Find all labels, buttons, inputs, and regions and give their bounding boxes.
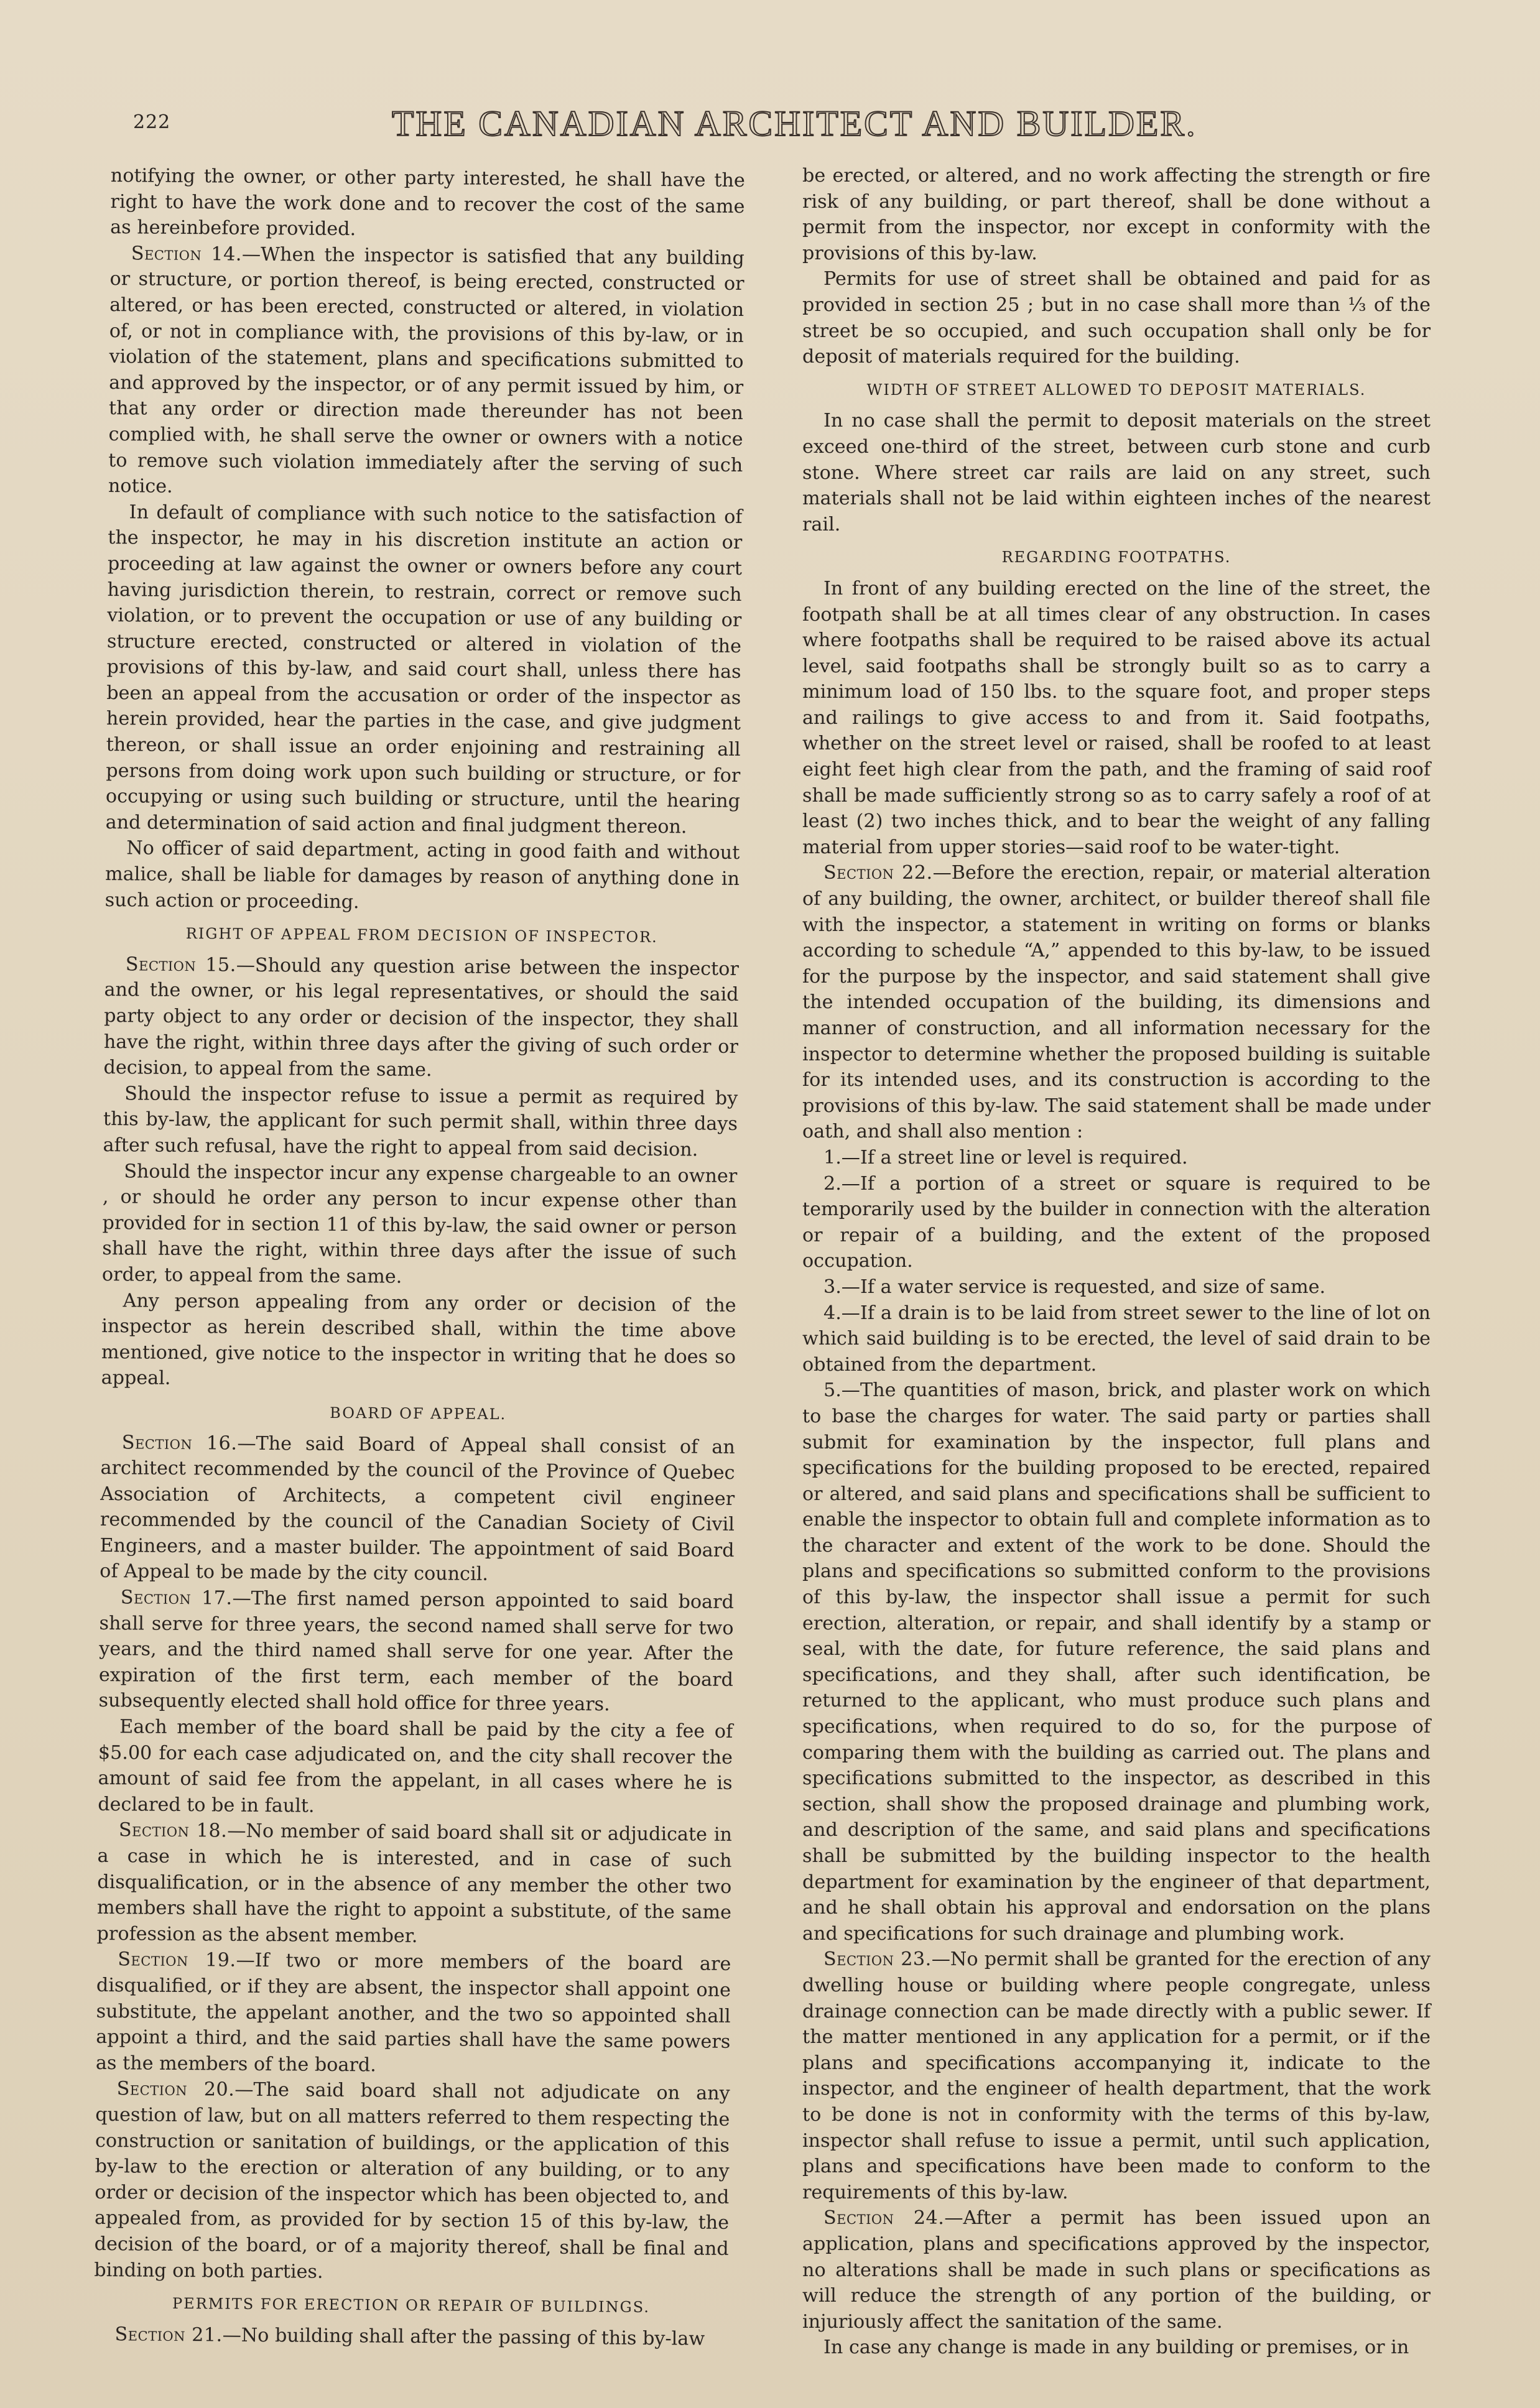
list-item: 3.—If a water service is requested, and size of same.: [823, 1276, 1326, 1298]
section-text: —After a permit has been issued upon an application, plans and specifications approved by the inspector, no alterations shall be made in such plans or specifications as will reduce the strength of any portion of the building, or injuriously affect the sanitation of the same.: [802, 2207, 1431, 2333]
paragraph: In front of any building erected on the line of the street, the footpath shall be at all times clear of any obstruction. In cases where footpaths shall be required to be raised above its actual level, said footpaths shall be strongly built so as to carry a minimum load of 150 lbs. to the square foot, and proper steps and railings to give access to and from it. Said footpaths, whether on the street level or raised, shall be roofed to at least eight feet high clear from the path, and the framing of said roof shall be made sufficiently strong so as to carry safely a roof of at least (2) two inches thick, and to bear the weight of any falling material from upper stories—said roof to be water-tight.: [802, 577, 1431, 858]
section-18: [96, 1817, 732, 1952]
paragraph: No officer of said department, acting in good faith and without malice, shall be liable for damages by reason of anything done in such action or proceeding.: [104, 837, 740, 913]
paragraph: In no case shall the permit to deposit materials on the street exceed one-third of the street, between curb stone and curb stone. Where street car rails are laid on any street, such materials shall not be laid within eighteen inches of the nearest rail.: [802, 410, 1431, 535]
paragraph: Any person appealing from any order or decision of the inspector as herein described shall, within the time above mentioned, give notice to the inspector in writing that he does so appeal.: [101, 1289, 736, 1390]
section-text: —No permit shall be granted for the erection of any dwelling house or building where people congregate, unless drainage connection can be made directly with a public sewer. If the matter mentioned in any application for a permit, or if the plans and specifications accompanying it, indicate to the inspector, and the engineer of health department, that the work to be done is not in conformity with the terms of this by-law, inspector shall refuse to issue a permit, until such application, plans and specifications have been made to conform to the requirements of this by-law.: [802, 1948, 1431, 2203]
section-19: [96, 1947, 731, 2081]
section-text: —Before the erection, repair, or material alteration of any building, the owner, architect, or builder thereof shall file with the inspector, a statement in writing on forms or blanks according to schedule “A,” appended to this by-law, to be issued for the purpose by the inspector, and said statement shall give the intended occupation of the building, its dimensions and manner of construction, and all information necessary for the inspector to determine whether the proposed building is suitable for its intended uses, and its construction is according to the provisions of this by-law. The said statement shall be made under oath, and shall also mention :: [802, 862, 1431, 1143]
section-17: [98, 1585, 734, 1719]
section-label: Section 23.: [823, 1948, 932, 1971]
paragraph: Should the inspector incur any expense chargeable to an owner , or should he order any person to incur expense other than provided for in section 11 of this by-law, the said owner or person shall have the right, within three days after the issue of such order, to appeal from the same.: [101, 1160, 738, 1288]
list-item: 1.—If a street line or level is required.: [823, 1146, 1188, 1169]
paragraph: In case any change is made in any building or premises, or in: [823, 2336, 1409, 2359]
section-23: [802, 1947, 1431, 2205]
section-text: —The said Board of Appeal shall consist of an architect recommended by the council of the Province of Quebec Association of Architects, a competent civil engineer recommended by the council of the Canadian Society of Civil Engineers, and a master builder. The appointment of said Board of Appeal to be made by the city council.: [100, 1432, 735, 1586]
list-item: 2.—If a portion of a street or square is required to be temporarily used by the builder in connection with the alteration or repair of a building, and the extent of the proposed occupation.: [802, 1172, 1431, 1272]
paragraph: In default of compliance with such notice to the satisfaction of the inspector, he may in his discretion institute an action or proceeding at law against the owner or owners before any court having jurisdiction therein, to restrain, correct or remove such violation, or to prevent the occupation or use of any building or structure erected, constructed or altered in violation of the provisions of this by-law, and said court shall, unless there has been an appeal from the accusation or order of the inspector as herein provided, hear the parties in the case, and give judgment thereon, or shall issue an order enjoining and restraining all persons from doing work upon such building or structure, or for occupying or using such building or structure, until the hearing and determination of said action and final judgment thereon.: [105, 501, 743, 838]
section-21: [93, 2322, 728, 2353]
section-text: —No building shall after the passing of this by-law: [222, 2324, 705, 2350]
section-label: Section 20.: [116, 2078, 235, 2101]
section-label: Section 21.: [114, 2323, 223, 2346]
page-number: 222: [133, 111, 171, 133]
paragraph: Each member of the board shall be paid by the city a fee of $5.00 for each case adjudicated on, and the city shall recover the amount of said fee from the appelant, in all cases where he is declared to be in fault.: [98, 1716, 733, 1817]
page-header: [0, 103, 1540, 171]
section-24: [802, 2205, 1431, 2335]
section-label: Section 18.: [118, 1819, 228, 1842]
section-heading: RIGHT OF APPEAL FROM DECISION OF INSPECTOR.: [185, 925, 658, 947]
paragraph: Permits for use of street shall be obtained and paid for as provided in section 25 ; but in no case shall more than ⅓ of the street be so occupied, and such occupation shall only be for deposit of materials required for the building.: [802, 268, 1431, 368]
section-text: —If two or more members of the board are disqualified, or if they are absent, the inspector shall appoint one substitute, the appelant another, and the two so appointed shall appoint a third, and the said parties shall have the same powers as the members of the board.: [95, 1950, 731, 2077]
journal-title: THE CANADIAN ARCHITECT AND BUILDER.: [392, 103, 1197, 144]
section-heading: WIDTH OF STREET ALLOWED TO DEPOSIT MATERIALS.: [866, 381, 1366, 399]
section-20: [94, 2076, 730, 2288]
section-22: [802, 860, 1431, 1145]
section-label: Section 22.: [823, 862, 933, 884]
section-text: —Should any question arise between the inspector and the owner, or his legal representatives, or should the said party object to any order or decision of the inspector, they shall have the right, within three days after the giving of such order or decision, to appeal from the same.: [103, 954, 739, 1081]
section-label: Section 14.: [131, 243, 243, 266]
list-item: 4.—If a drain is to be laid from street sewer to the line of lot on which said building is to be erected, the level of said drain to be obtained from the department.: [802, 1302, 1431, 1376]
section-14: [108, 241, 744, 504]
section-heading: REGARDING FOOTPATHS.: [1001, 549, 1232, 567]
paragraph: Should the inspector refuse to issue a permit as required by this by-law, the applicant for such permit shall, within three days after such refusal, have the right to appeal from said decision.: [103, 1083, 738, 1161]
section-text: —When the inspector is satisfied that any building or structure, or portion thereof, is being erected, constructed or altered, or has been erected, constructed or altered, in violation of, or not in compliance with, the provisions of this by-law, or in violation of the statement, plans and specifications submitted to and approved by the inspector, or of any permit issued by him, or that any order or direction made thereunder has not been complied with, he shall serve the owner or owners with a notice to remove such violation immediately after the serving of such notice.: [108, 243, 744, 498]
right-column: [802, 163, 1431, 2361]
left-column: [93, 163, 745, 2352]
section-label: Section 16.: [121, 1431, 238, 1455]
section-text: —No member of said board shall sit or adjudicate in a case in which he is interested, and in case of such disqualification, or in the absence of any member the other two members shall have the right to appoint a substitute, of the same profession as the absent member.: [96, 1820, 733, 1947]
paragraph: be erected, or altered, and no work affecting the strength or fire risk of any building, or part thereof, shall be done without a permit from the inspector, nor except in conformity with the provisions of this by-law.: [802, 165, 1431, 264]
section-text: —The first named person appointed to said board shall serve for three years, the second named shall serve for two years, and the third named shall serve for one year. After the expiration of the first term, each member of the board subsequently elected shall hold office for three years.: [98, 1587, 735, 1716]
section-label: Section 17.: [120, 1586, 233, 1609]
section-heading: BOARD OF APPEAL.: [330, 1404, 507, 1423]
section-heading: PERMITS FOR ERECTION OR REPAIR OF BUILDINGS.: [172, 2294, 651, 2317]
section-label: Section 24.: [823, 2207, 945, 2230]
section-text: —The said board shall not adjudicate on any question of law, but on all matters referred to them respecting the construction or sanitation of buildings, or the application of this by-law to the erection or alteration of any building, or to any order or decision of the inspector which has been objected to, and appealed from, as provided for by section 15 of this by-law, the decision of the board, or of a majority thereof, shall be final and binding on both parties.: [94, 2079, 730, 2283]
paragraph: notifying the owner, or other party interested, he shall have the right to have the work done and to recover the cost of the same as hereinbefore provided.: [110, 164, 745, 241]
section-16: [100, 1429, 735, 1590]
section-label: Section 19.: [118, 1948, 236, 1972]
section-15: [103, 952, 739, 1086]
list-item: 5.—The quantities of mason, brick, and plaster work on which to base the charges for water. The said party or parties shall submit for examination by the inspector, full plans and specifications for the building proposed to be erected, repaired or altered, and said plans and specifications shall be sufficient to enable the inspector to obtain full and complete information as to the character and extent of the work to be done. Should the plans and specifications so submitted conform to the provisions of this by-law, the inspector shall issue a permit for such erection, alteration, or repair, and shall identify by a stamp or seal, with the date, for future reference, the said plans and specifications, and they shall, after such identification, be returned to the applicant, who must produce such plans and specifications, when required to do so, for the purpose of comparing them with the building as carried out. The plans and specifications submitted to the inspector, as described in this section, shall show the proposed drainage and plumbing work, and description of the same, and said plans and specifications shall be submitted by the building inspector to the health department for examination by the engineer of that department, and he shall obtain his approval and endorsation on the plans and specifications for such drainage and plumbing work.: [802, 1379, 1431, 1945]
section-label: Section 15.: [125, 953, 236, 976]
